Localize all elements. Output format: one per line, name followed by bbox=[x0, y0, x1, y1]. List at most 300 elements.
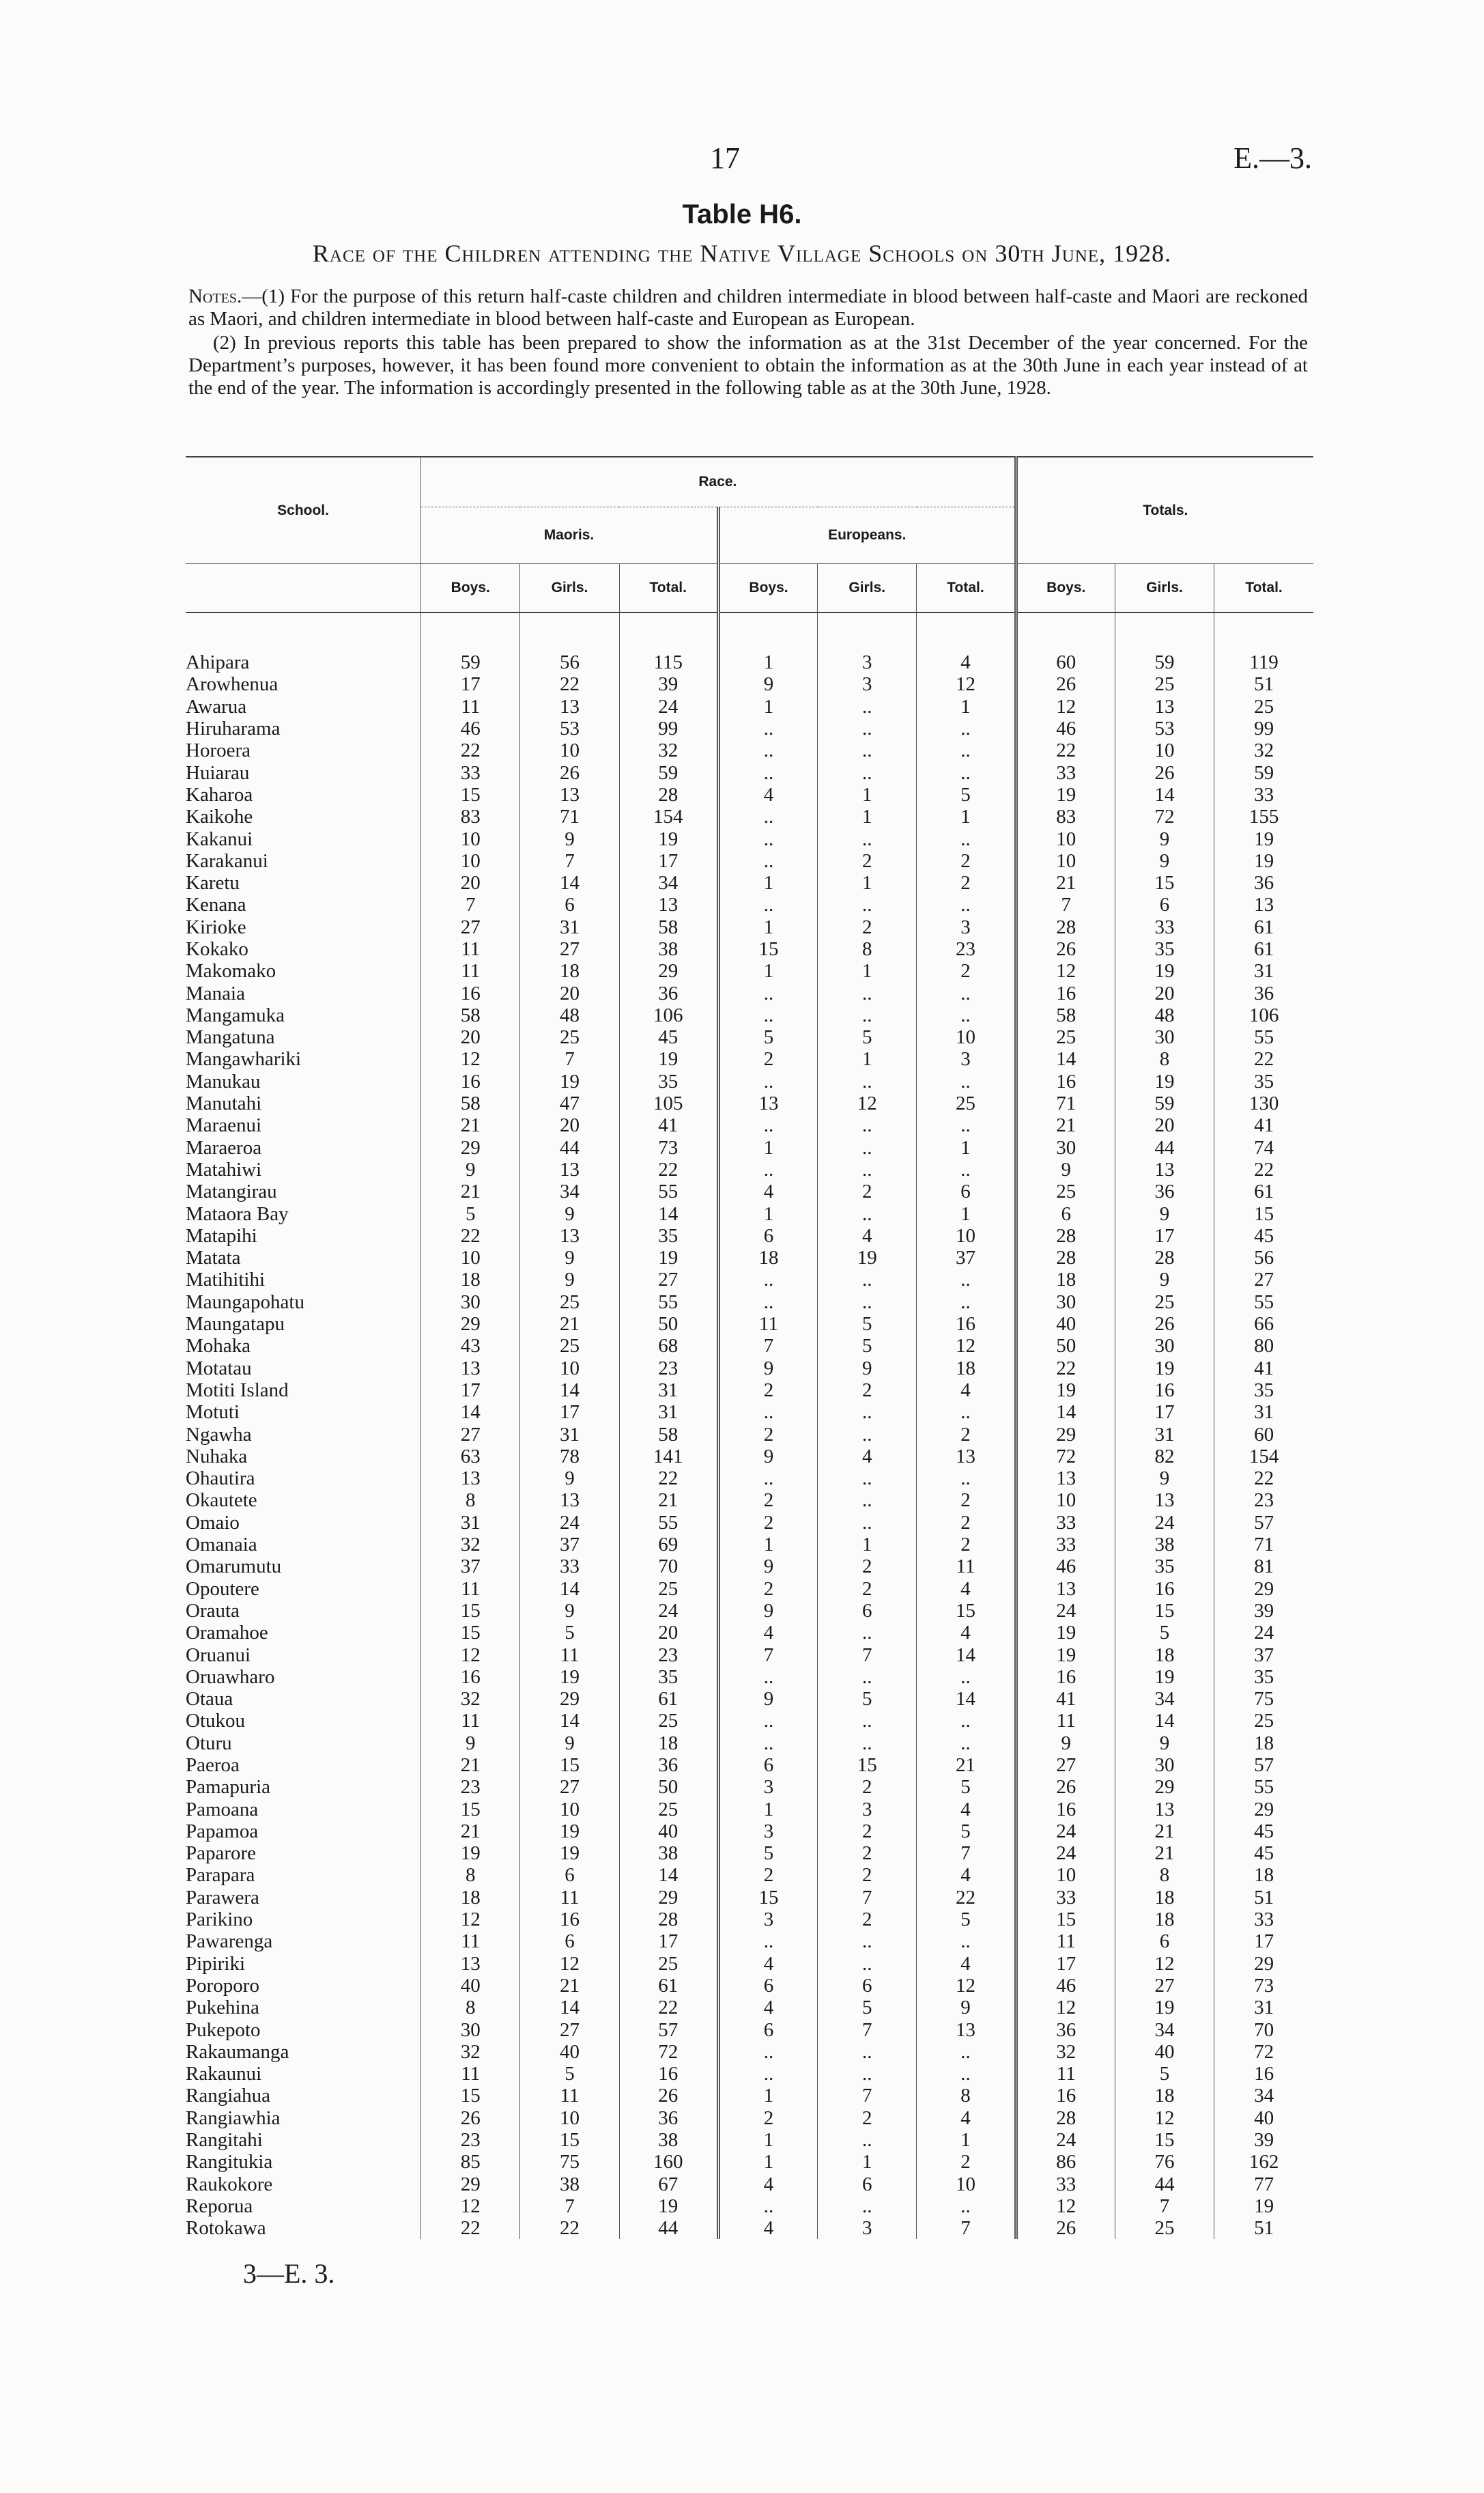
total-girls-cell: 19 bbox=[1115, 960, 1214, 982]
total-total-cell: 130 bbox=[1214, 1093, 1313, 1114]
european-total-cell: 2 bbox=[917, 2151, 1016, 2173]
total-girls-cell: 9 bbox=[1115, 850, 1214, 872]
total-boys-cell: 16 bbox=[1016, 1798, 1115, 1820]
table-row bbox=[186, 740, 1313, 761]
european-boys-cell: 11 bbox=[718, 1313, 817, 1335]
european-girls-cell: .. bbox=[818, 1512, 917, 1534]
total-boys-cell: 19 bbox=[1016, 784, 1115, 806]
european-girls-cell: 5 bbox=[818, 1335, 917, 1357]
table-row bbox=[186, 1137, 1313, 1159]
maori-total-cell: 58 bbox=[619, 916, 718, 938]
maori-total-cell: 22 bbox=[619, 1467, 718, 1489]
table-row bbox=[186, 1864, 1313, 1886]
european-boys-cell: 4 bbox=[718, 1953, 817, 1975]
maori-total-cell: 24 bbox=[619, 696, 718, 718]
total-boys-cell: 72 bbox=[1016, 1446, 1115, 1467]
european-girls-cell: 9 bbox=[818, 1357, 917, 1379]
total-girls-cell: 15 bbox=[1115, 1600, 1214, 1622]
total-boys-cell: 33 bbox=[1016, 1534, 1115, 1555]
european-girls-cell: 4 bbox=[818, 1225, 917, 1247]
maori-girls-cell: 27 bbox=[520, 2018, 619, 2040]
maori-boys-cell: 21 bbox=[421, 1820, 520, 1842]
total-boys-cell: 7 bbox=[1016, 894, 1115, 916]
maori-total-cell: 25 bbox=[619, 1953, 718, 1975]
total-girls-cell: 15 bbox=[1115, 872, 1214, 894]
maori-boys-cell: 58 bbox=[421, 1004, 520, 1026]
table-row bbox=[186, 1887, 1313, 1909]
european-total-cell: 6 bbox=[917, 1181, 1016, 1202]
table-row bbox=[186, 1423, 1313, 1445]
total-girls-cell: 9 bbox=[1115, 1269, 1214, 1291]
school-name: Pukepoto bbox=[186, 2018, 261, 2041]
european-boys-cell: 9 bbox=[718, 1446, 817, 1467]
school-name: Huiarau bbox=[186, 761, 250, 784]
table-row bbox=[186, 1754, 1313, 1776]
school-cell bbox=[186, 673, 421, 695]
total-boys-cell: 40 bbox=[1016, 1313, 1115, 1335]
table-row bbox=[186, 673, 1313, 695]
maori-boys-cell: 20 bbox=[421, 872, 520, 894]
table-row bbox=[186, 1247, 1313, 1269]
european-girls-cell: .. bbox=[818, 696, 917, 718]
total-boys-cell: 10 bbox=[1016, 1489, 1115, 1511]
school-name: Kakanui bbox=[186, 828, 253, 850]
total-total-cell: 57 bbox=[1214, 1754, 1313, 1776]
european-total-cell: .. bbox=[917, 2195, 1016, 2217]
school-name: Motatau bbox=[186, 1357, 252, 1379]
maori-total-cell: 26 bbox=[619, 2085, 718, 2107]
total-boys-cell: 11 bbox=[1016, 2063, 1115, 2085]
school-name: Rakaunui bbox=[186, 2063, 262, 2085]
total-boys-cell: 32 bbox=[1016, 2041, 1115, 2063]
maori-boys-cell: 32 bbox=[421, 1534, 520, 1555]
total-boys-cell: 26 bbox=[1016, 673, 1115, 695]
total-boys-cell: 13 bbox=[1016, 1467, 1115, 1489]
total-girls-cell: 9 bbox=[1115, 1202, 1214, 1224]
maori-total-cell: 19 bbox=[619, 1048, 718, 1070]
race-table bbox=[186, 456, 1313, 2239]
school-name: Otukou bbox=[186, 1710, 245, 1732]
table-row bbox=[186, 718, 1313, 740]
maori-total-cell: 22 bbox=[619, 1159, 718, 1181]
school-name: Papamoa bbox=[186, 1820, 259, 1842]
table-row bbox=[186, 1004, 1313, 1026]
note-2: (2) In previous reports this table has been prepared to show the information as at the 31st December of the year concerned. For the Department’s purposes, however, it has been found more convenient to obtain the information as at the 30th June in each year instead of at the end of the year. The information is accordingly presented in the following table as at the 30th June, 1928. bbox=[188, 332, 1308, 399]
european-girls-cell: .. bbox=[818, 1269, 917, 1291]
school-cell bbox=[186, 1887, 421, 1909]
total-girls-cell: 10 bbox=[1115, 740, 1214, 761]
school-name: Matahiwi bbox=[186, 1158, 262, 1181]
european-boys-cell: 6 bbox=[718, 1225, 817, 1247]
table-row bbox=[186, 1335, 1313, 1357]
european-total-cell: 3 bbox=[917, 916, 1016, 938]
european-boys-cell: 2 bbox=[718, 1048, 817, 1070]
school-cell bbox=[186, 1489, 421, 1511]
school-name: Oramahoe bbox=[186, 1622, 268, 1644]
total-girls-cell: 5 bbox=[1115, 1622, 1214, 1644]
school-name: Manukau bbox=[186, 1070, 261, 1093]
maori-total-cell: 160 bbox=[619, 2151, 718, 2173]
school-cell bbox=[186, 761, 421, 783]
school-name: Makomako bbox=[186, 960, 276, 983]
maori-total-cell: 25 bbox=[619, 1798, 718, 1820]
maori-boys-cell: 15 bbox=[421, 1622, 520, 1644]
european-boys-cell: .. bbox=[718, 806, 817, 828]
total-boys-cell: 16 bbox=[1016, 982, 1115, 1004]
european-girls-cell: 1 bbox=[818, 806, 917, 828]
total-total-cell: 77 bbox=[1214, 2173, 1313, 2195]
total-boys-cell: 86 bbox=[1016, 2151, 1115, 2173]
total-girls-cell: 40 bbox=[1115, 2041, 1214, 2063]
table-subtitle: Race of the Children attending the Native Village Schools on 30th June, 1928. bbox=[312, 240, 1172, 267]
maori-boys-cell: 15 bbox=[421, 1798, 520, 1820]
maori-total-cell: 13 bbox=[619, 894, 718, 916]
total-girls-cell: 15 bbox=[1115, 2129, 1214, 2151]
maori-boys-cell: 9 bbox=[421, 1159, 520, 1181]
maori-boys-cell: 16 bbox=[421, 982, 520, 1004]
table-row bbox=[186, 761, 1313, 783]
total-total-cell: 22 bbox=[1214, 1048, 1313, 1070]
school-cell bbox=[186, 1776, 421, 1798]
school-cell bbox=[186, 1137, 421, 1159]
european-boys-cell: 3 bbox=[718, 1820, 817, 1842]
maori-total-cell: 29 bbox=[619, 960, 718, 982]
school-cell bbox=[186, 1555, 421, 1577]
maori-total-cell: 29 bbox=[619, 1887, 718, 1909]
maori-girls-cell: 10 bbox=[520, 2107, 619, 2129]
total-girls-cell: 59 bbox=[1115, 651, 1214, 673]
total-boys-cell: 9 bbox=[1016, 1159, 1115, 1181]
maori-boys-cell: 19 bbox=[421, 1842, 520, 1864]
total-total-cell: 35 bbox=[1214, 1071, 1313, 1093]
maori-girls-cell: 7 bbox=[520, 850, 619, 872]
maori-boys-cell: 13 bbox=[421, 1953, 520, 1975]
school-name: Pawarenga bbox=[186, 1930, 273, 1953]
total-boys-cell: 60 bbox=[1016, 651, 1115, 673]
european-girls-cell: .. bbox=[818, 718, 917, 740]
school-cell bbox=[186, 1622, 421, 1644]
maori-total-cell: 50 bbox=[619, 1776, 718, 1798]
european-total-cell: 4 bbox=[917, 1577, 1016, 1599]
european-girls-cell: 2 bbox=[818, 916, 917, 938]
european-girls-cell: .. bbox=[818, 1004, 917, 1026]
maori-girls-cell: 56 bbox=[520, 651, 619, 673]
maori-boys-cell: 10 bbox=[421, 1247, 520, 1269]
school-cell bbox=[186, 1600, 421, 1622]
school-name: Rakaumanga bbox=[186, 2040, 289, 2063]
maori-boys-cell: 10 bbox=[421, 828, 520, 849]
maori-girls-cell: 17 bbox=[520, 1401, 619, 1423]
total-total-cell: 24 bbox=[1214, 1622, 1313, 1644]
maori-total-cell: 40 bbox=[619, 1820, 718, 1842]
maori-boys-cell: 27 bbox=[421, 1423, 520, 1445]
maori-boys-cell: 22 bbox=[421, 1225, 520, 1247]
notes bbox=[188, 285, 1308, 399]
maori-girls-cell: 19 bbox=[520, 1842, 619, 1864]
school-name: Maraeroa bbox=[186, 1136, 262, 1159]
european-total-cell: 5 bbox=[917, 1776, 1016, 1798]
maori-girls-cell: 38 bbox=[520, 2173, 619, 2195]
school-cell bbox=[186, 1401, 421, 1423]
european-girls-cell: 15 bbox=[818, 1754, 917, 1776]
total-girls-cell: 30 bbox=[1115, 1026, 1214, 1048]
total-total-cell: 59 bbox=[1214, 761, 1313, 783]
european-total-cell: 2 bbox=[917, 1534, 1016, 1555]
total-total-cell: 29 bbox=[1214, 1953, 1313, 1975]
total-total-cell: 81 bbox=[1214, 1555, 1313, 1577]
european-total-cell: 4 bbox=[917, 2107, 1016, 2129]
total-total-cell: 33 bbox=[1214, 784, 1313, 806]
total-girls-cell: 20 bbox=[1115, 982, 1214, 1004]
total-total-cell: 35 bbox=[1214, 1379, 1313, 1401]
european-boys-cell: 4 bbox=[718, 784, 817, 806]
european-boys-cell: 1 bbox=[718, 2129, 817, 2151]
maori-total-cell: 19 bbox=[619, 828, 718, 849]
european-boys-cell: .. bbox=[718, 761, 817, 783]
total-total-cell: 29 bbox=[1214, 1798, 1313, 1820]
maori-total-cell: 45 bbox=[619, 1026, 718, 1048]
school-name: Orauta bbox=[186, 1599, 240, 1622]
total-total-cell: 106 bbox=[1214, 1004, 1313, 1026]
school-cell bbox=[186, 1798, 421, 1820]
total-girls-cell: 31 bbox=[1115, 1423, 1214, 1445]
school-cell bbox=[186, 1202, 421, 1224]
school-cell bbox=[186, 2107, 421, 2129]
maori-total-cell: 23 bbox=[619, 1357, 718, 1379]
european-girls-cell: .. bbox=[818, 740, 917, 761]
maori-total-cell: 19 bbox=[619, 2195, 718, 2217]
table-row bbox=[186, 1997, 1313, 2018]
european-total-cell: 4 bbox=[917, 1864, 1016, 1886]
maori-boys-cell: 30 bbox=[421, 2018, 520, 2040]
total-total-cell: 51 bbox=[1214, 2217, 1313, 2239]
european-total-cell: 2 bbox=[917, 960, 1016, 982]
school-cell bbox=[186, 1071, 421, 1093]
european-boys-cell: .. bbox=[718, 1269, 817, 1291]
european-boys-cell: 2 bbox=[718, 1512, 817, 1534]
school-name: Reporua bbox=[186, 2195, 253, 2217]
maori-total-header: Total. bbox=[619, 564, 718, 613]
school-name: Omanaia bbox=[186, 1534, 257, 1556]
european-girls-cell: .. bbox=[818, 1953, 917, 1975]
european-boys-cell: .. bbox=[718, 828, 817, 849]
maori-total-cell: 24 bbox=[619, 1600, 718, 1622]
total-total-cell: 40 bbox=[1214, 2107, 1313, 2129]
maori-total-cell: 35 bbox=[619, 1071, 718, 1093]
total-boys-cell: 24 bbox=[1016, 1820, 1115, 1842]
total-total-cell: 37 bbox=[1214, 1644, 1313, 1665]
school-cell bbox=[186, 1114, 421, 1136]
total-girls-cell: 48 bbox=[1115, 1004, 1214, 1026]
table-row bbox=[186, 1357, 1313, 1379]
maori-girls-cell: 7 bbox=[520, 1048, 619, 1070]
european-boys-cell: 1 bbox=[718, 872, 817, 894]
school-name: Mataora Bay bbox=[186, 1202, 289, 1225]
maori-girls-cell: 18 bbox=[520, 960, 619, 982]
european-total-cell: 5 bbox=[917, 1909, 1016, 1930]
school-cell bbox=[186, 1534, 421, 1555]
european-total-cell: 5 bbox=[917, 784, 1016, 806]
total-total-cell: 61 bbox=[1214, 938, 1313, 960]
european-girls-cell: 1 bbox=[818, 1534, 917, 1555]
table-row bbox=[186, 2129, 1313, 2151]
school-name: Otaua bbox=[186, 1688, 233, 1710]
series-code: E.—3. bbox=[1233, 141, 1312, 175]
maori-total-cell: 20 bbox=[619, 1622, 718, 1644]
maori-total-cell: 27 bbox=[619, 1269, 718, 1291]
european-boys-cell: 4 bbox=[718, 2173, 817, 2195]
european-girls-cell: 19 bbox=[818, 1247, 917, 1269]
note-1 bbox=[188, 285, 1308, 330]
total-total-cell: 51 bbox=[1214, 1887, 1313, 1909]
european-total-cell: 1 bbox=[917, 1202, 1016, 1224]
table-row bbox=[186, 2041, 1313, 2063]
maori-total-cell: 50 bbox=[619, 1313, 718, 1335]
total-girls-cell: 26 bbox=[1115, 1313, 1214, 1335]
maori-total-cell: 55 bbox=[619, 1181, 718, 1202]
maori-total-cell: 57 bbox=[619, 2018, 718, 2040]
total-boys-cell: 46 bbox=[1016, 1975, 1115, 1997]
european-boys-cell: .. bbox=[718, 1401, 817, 1423]
maori-total-cell: 55 bbox=[619, 1291, 718, 1313]
european-boys-cell: 4 bbox=[718, 2217, 817, 2239]
european-boys-cell: 5 bbox=[718, 1842, 817, 1864]
total-boys-cell: 29 bbox=[1016, 1423, 1115, 1445]
school-name: Karakanui bbox=[186, 849, 268, 872]
maori-boys-cell: 8 bbox=[421, 1489, 520, 1511]
maori-girls-cell: 11 bbox=[520, 2085, 619, 2107]
school-name: Hiruharama bbox=[186, 718, 281, 740]
table-row bbox=[186, 1644, 1313, 1665]
european-total-cell: 2 bbox=[917, 850, 1016, 872]
total-total-cell: 33 bbox=[1214, 1909, 1313, 1930]
european-total-header: Total. bbox=[917, 564, 1016, 613]
total-girls-cell: 13 bbox=[1115, 696, 1214, 718]
table-row bbox=[186, 2195, 1313, 2217]
total-total-cell: 41 bbox=[1214, 1114, 1313, 1136]
maori-boys-cell: 12 bbox=[421, 1644, 520, 1665]
european-total-cell: .. bbox=[917, 1159, 1016, 1181]
table-row bbox=[186, 1313, 1313, 1335]
european-total-cell: 10 bbox=[917, 1026, 1016, 1048]
european-boys-cell: 2 bbox=[718, 1423, 817, 1445]
maori-boys-cell: 29 bbox=[421, 1313, 520, 1335]
european-boys-cell: 1 bbox=[718, 1137, 817, 1159]
maori-total-cell: 18 bbox=[619, 1732, 718, 1754]
european-total-cell: 2 bbox=[917, 872, 1016, 894]
spacer-row bbox=[186, 612, 1313, 651]
total-girls-cell: 25 bbox=[1115, 673, 1214, 695]
school-name: Motiti Island bbox=[186, 1379, 289, 1401]
european-total-cell: 1 bbox=[917, 2129, 1016, 2151]
maori-total-cell: 32 bbox=[619, 740, 718, 761]
european-girls-cell: 1 bbox=[818, 784, 917, 806]
table-row bbox=[186, 1048, 1313, 1070]
maori-girls-cell: 9 bbox=[520, 1269, 619, 1291]
maori-total-cell: 41 bbox=[619, 1114, 718, 1136]
table-row bbox=[186, 2107, 1313, 2129]
total-boys-cell: 24 bbox=[1016, 1842, 1115, 1864]
school-name: Mangamuka bbox=[186, 1004, 285, 1026]
total-girls-cell: 36 bbox=[1115, 1181, 1214, 1202]
total-total-cell: 39 bbox=[1214, 1600, 1313, 1622]
european-total-cell: 21 bbox=[917, 1754, 1016, 1776]
total-boys-cell: 58 bbox=[1016, 1004, 1115, 1026]
european-girls-cell: 2 bbox=[818, 1864, 917, 1886]
total-total-cell: 61 bbox=[1214, 916, 1313, 938]
total-girls-cell: 82 bbox=[1115, 1446, 1214, 1467]
school-cell bbox=[186, 1512, 421, 1534]
total-boys-cell: 10 bbox=[1016, 1864, 1115, 1886]
table-row bbox=[186, 872, 1313, 894]
maori-girls-cell: 14 bbox=[520, 1710, 619, 1732]
total-boys-cell: 10 bbox=[1016, 828, 1115, 849]
school-cell bbox=[186, 1247, 421, 1269]
total-boys-cell: 17 bbox=[1016, 1953, 1115, 1975]
school-name: Kirioke bbox=[186, 916, 246, 938]
maori-total-cell: 25 bbox=[619, 1710, 718, 1732]
european-boys-cell: 9 bbox=[718, 1600, 817, 1622]
european-total-cell: .. bbox=[917, 1401, 1016, 1423]
european-girls-cell: .. bbox=[818, 1114, 917, 1136]
total-girls-cell: 9 bbox=[1115, 1467, 1214, 1489]
european-boys-cell: .. bbox=[718, 894, 817, 916]
maori-girls-cell: 22 bbox=[520, 2217, 619, 2239]
european-girls-cell: .. bbox=[818, 982, 917, 1004]
european-total-cell: .. bbox=[917, 982, 1016, 1004]
total-boys-cell: 11 bbox=[1016, 1710, 1115, 1732]
total-boys-cell: 26 bbox=[1016, 1776, 1115, 1798]
european-girls-cell: .. bbox=[818, 1930, 917, 1952]
table-row bbox=[186, 1953, 1313, 1975]
european-girls-cell: .. bbox=[818, 2129, 917, 2151]
european-total-cell: .. bbox=[917, 718, 1016, 740]
european-girls-cell: 1 bbox=[818, 960, 917, 982]
total-total-cell: 27 bbox=[1214, 1269, 1313, 1291]
maori-girls-cell: 13 bbox=[520, 1225, 619, 1247]
school-name: Parapara bbox=[186, 1864, 255, 1887]
school-name: Manutahi bbox=[186, 1093, 262, 1115]
table-row bbox=[186, 696, 1313, 718]
european-boys-cell: 9 bbox=[718, 1357, 817, 1379]
total-boys-cell: 26 bbox=[1016, 938, 1115, 960]
maori-girls-cell: 5 bbox=[520, 1622, 619, 1644]
school-cell bbox=[186, 784, 421, 806]
total-total-cell: 57 bbox=[1214, 1512, 1313, 1534]
european-total-cell: .. bbox=[917, 2041, 1016, 2063]
maori-girls-cell: 78 bbox=[520, 1446, 619, 1467]
maori-boys-cell: 13 bbox=[421, 1357, 520, 1379]
maoris-header: Maoris. bbox=[421, 507, 719, 564]
european-total-cell: .. bbox=[917, 894, 1016, 916]
maori-boys-cell: 29 bbox=[421, 1137, 520, 1159]
maori-total-cell: 36 bbox=[619, 982, 718, 1004]
school-cell bbox=[186, 2041, 421, 2063]
school-cell bbox=[186, 2018, 421, 2040]
total-girls-cell: 7 bbox=[1115, 2195, 1214, 2217]
total-total-cell: 29 bbox=[1214, 1577, 1313, 1599]
total-total-cell: 19 bbox=[1214, 850, 1313, 872]
european-total-cell: 2 bbox=[917, 1489, 1016, 1511]
race-header: Race. bbox=[421, 457, 1016, 507]
european-girls-cell: 7 bbox=[818, 2085, 917, 2107]
maori-boys-cell: 15 bbox=[421, 2085, 520, 2107]
school-cell bbox=[186, 1997, 421, 2018]
school-name: Matangirau bbox=[186, 1181, 277, 1203]
total-girls-cell: 13 bbox=[1115, 1489, 1214, 1511]
european-girls-cell: 3 bbox=[818, 2217, 917, 2239]
maori-boys-cell: 85 bbox=[421, 2151, 520, 2173]
